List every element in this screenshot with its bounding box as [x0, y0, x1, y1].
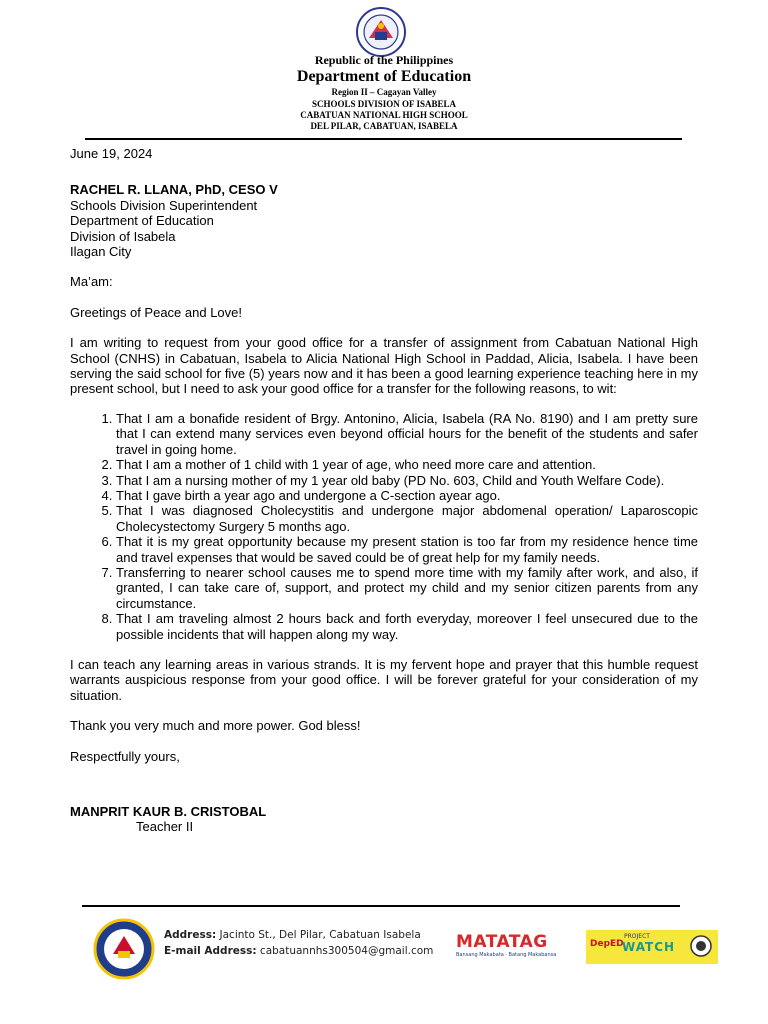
reason-item: 8. That I am traveling almost 2 hours back and forth everyday, moreover I feel unsecured due to the possible incidents that will happen along my way.	[116, 611, 698, 642]
recipient-line: Division of Isabela	[70, 228, 176, 244]
reason-item: 4. That I gave birth a year ago and undergone a C-section ayear ago.	[116, 488, 698, 503]
header-divider	[85, 138, 682, 140]
header-school: CABATUAN NATIONAL HIGH SCHOOL	[300, 110, 468, 120]
greeting: Greetings of Peace and Love!	[70, 304, 243, 320]
signatory-name: MANPRIT KAUR B. CRISTOBAL	[70, 804, 267, 819]
header-republic: Republic of the Philippines	[314, 53, 454, 67]
header-division: SCHOOLS DIVISION OF ISABELA	[312, 99, 456, 109]
header-region: Region II – Cagayan Valley	[331, 87, 437, 97]
footer-email	[164, 945, 433, 957]
footer-divider	[82, 905, 680, 907]
reason-item: 6. That it is my great opportunity because my present station is too far from my residence hence time and travel expenses that would be saved could be of great help for my family needs.	[116, 534, 698, 565]
address-value: Jacinto St., Del Pilar, Cabatuan Isabela	[216, 929, 421, 941]
recipient-name: RACHEL R. LLANA, PhD, CESO V	[70, 182, 278, 198]
deped-seal-icon	[353, 6, 409, 58]
letter-date: June 19, 2024	[70, 146, 153, 161]
recipient-line: Ilagan City	[70, 244, 132, 260]
project-label: PROJECT	[624, 933, 650, 940]
matatag-wordmark: MATATAG	[456, 932, 548, 952]
watch-wordmark: WATCH	[622, 940, 676, 954]
matatag-logo	[456, 933, 562, 961]
project-watch-logo	[586, 930, 718, 964]
recipient-line: Department of Education	[70, 213, 214, 229]
reason-item: 1. That I am a bonafide resident of Brgy. Antonino, Alicia, Isabela (RA No. 8190) and I am pretty sure that I can extend many services even beyond official hours for the benefit of the students and safer travel in going home.	[116, 411, 698, 457]
cnhs-logo-icon	[93, 918, 155, 980]
header-address: DEL PILAR, CABATUAN, ISABELA	[310, 121, 458, 131]
footer-address	[164, 929, 421, 941]
header-department: Department of Education	[296, 68, 472, 85]
intro-paragraph: I am writing to request from your good office for a transfer of assignment from Cabatuan National High School (CNHS) in Cabatuan, Isabela to Alicia National High School in Paddad, Alicia, Isabela. I have been serving the said school for five (5) years now and it has been a good learning experience teaching here in my present school, but I need to ask your good office for a transfer for the following reasons, to wit:	[70, 335, 698, 397]
reasons-list	[70, 411, 698, 642]
reason-item: 7. Transferring to nearer school causes me to spend more time with my family after work, and also, if granted, I can take care of, support, and protect my child and my senior citizen parents from any circumstance.	[116, 565, 698, 611]
recipient-block	[70, 182, 698, 259]
reason-item: 5. That I was diagnosed Cholecystitis and undergone major abdomenal operation/ Laparoscopic Cholecystectomy Surgery 5 months ago.	[116, 503, 698, 534]
email-label: E-mail Address:	[164, 945, 257, 957]
reason-item: 2. That I am a mother of 1 child with 1 year of age, who need more care and attention.	[116, 457, 698, 472]
letter-body	[70, 146, 698, 835]
closing-paragraph: I can teach any learning areas in various strands. It is my fervent hope and prayer that this humble request warrants auspicious response from your good office. I will be forever grateful for your consideration of my situation.	[70, 656, 698, 703]
signatory-position: Teacher II	[136, 819, 194, 835]
salutation: Ma’am:	[70, 274, 113, 290]
matatag-tagline: Bansang Makabata · Batang Makabansa	[456, 952, 557, 958]
valediction: Respectfully yours,	[70, 748, 180, 764]
email-value: cabatuannhs300504@gmail.com	[256, 945, 434, 957]
division-seal-icon	[690, 935, 712, 957]
thanks-line: Thank you very much and more power. God bless!	[70, 718, 361, 734]
recipient-line: Schools Division Superintendent	[70, 197, 258, 213]
address-label: Address:	[164, 929, 217, 941]
deped-wordmark: DepED	[590, 939, 624, 949]
reason-item: 3. That I am a nursing mother of my 1 year old baby (PD No. 603, Child and Youth Welfare Code).	[116, 473, 698, 488]
